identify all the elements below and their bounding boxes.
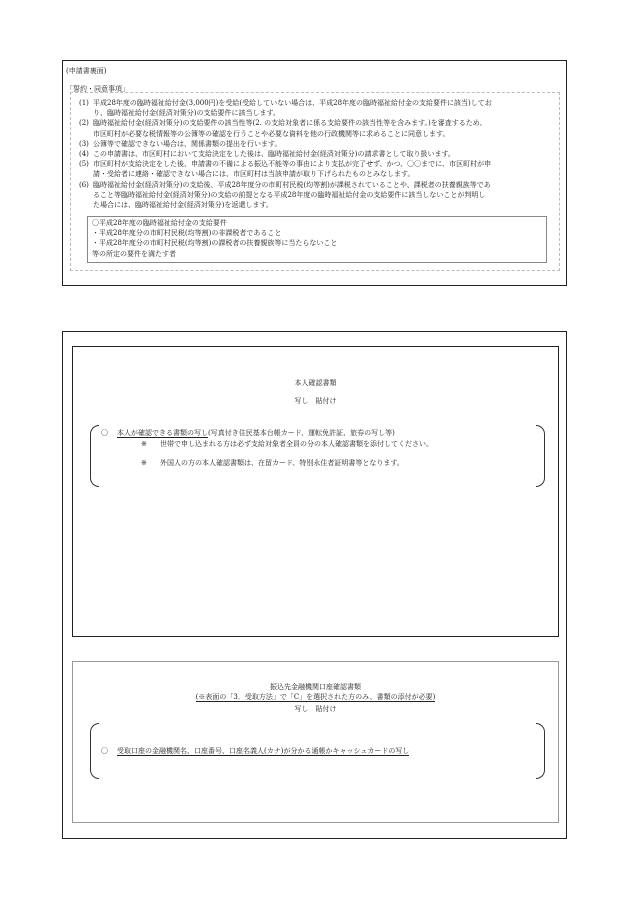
bank-note (72, 692, 559, 703)
bank-note-text: (※表面の「3．受取方法」で「C」を選択された方のみ、書類の添付が必要) (195, 693, 436, 701)
note-mark: ※ (141, 459, 147, 467)
pledge-item-text: 市区町村が必要な税情報等の公簿等の確認を行うことや必要な資料を他の行政機関等に求めることに同意します。 (93, 129, 450, 138)
identity-line (117, 428, 395, 439)
pledge-item-number: (1) (79, 99, 89, 107)
pledge-item-text: 臨時福祉給付金(経済対策分)の支給後、平成28年度分の市町村民税(均等割)が課税されていることや、課税者の扶養親族等であ (93, 180, 491, 189)
condition-line: 〇平成28年度の臨時福祉給付金の支給要件 (92, 219, 227, 227)
left-bracket (90, 425, 99, 487)
bank-title: 振込先金融機関口座確認書類 (270, 683, 361, 691)
bank-line-text: 受取口座の金融機関名、口座番号、口座名義人(カナ)が分かる通帳かキャッシュカードの写し (117, 747, 410, 755)
pledge-item-text: 公簿等で確認できない場合は、関係書類の提出を行います。 (93, 139, 282, 148)
left-bracket (90, 723, 99, 779)
bank-line (117, 746, 409, 757)
condition-line: ・平成28年度分の市町村民税(均等割)の課税者の扶養親族等に当たらないこと (92, 239, 338, 248)
identity-subtitle: 写し 貼付け (294, 397, 337, 405)
header-label: (申請書裏面) (66, 67, 107, 75)
pledge-item-number: (4) (79, 150, 89, 158)
pledge-item-text: 平成28年度の臨時福祉給付金(3,000円)を受給(受給していない場合は、平成28年度の臨時福祉給付金の支給要件に該当)してお (93, 99, 492, 107)
right-bracket (536, 723, 545, 779)
pledge-item-text: た場合には、臨時福祉給付金(経済対策分)を返還します。 (93, 201, 273, 209)
bullet-circle: 〇 (101, 747, 108, 755)
right-bracket (536, 425, 545, 487)
pledge-item-text: 請・受給者に連絡・確認できない場合には、市区町村は当該申請が取り下げられたものとみなします。 (93, 170, 415, 179)
pledge-item-text: この申請書は、市区町村において支給決定をした後は、臨時福祉給付金(経済対策分)の請求書として取り扱います。 (93, 150, 455, 158)
pledge-item-text: 市区町村が支給決定をした後、申請書の不備による振込不能等の事由により支払が完了せず、かつ、〇〇までに、市区町村が申 (93, 160, 492, 169)
bank-subtitle: 写し 貼付け (294, 705, 337, 713)
identity-title: 本人確認書類 (294, 379, 337, 387)
condition-line: ・平成28年度分の市町村民税(均等割)の非課税者であること (92, 229, 282, 238)
identity-note-1: 世帯で申し込まれる方は必ず支給対象者全員の分の本人確認書類を添付してください。 (160, 440, 433, 448)
condition-line: 等の所定の要件を満たす者 (92, 249, 176, 258)
identity-note-2: 外国人の方の本人確認書類は、在留カード、特別永住者証明書等となります。 (160, 459, 404, 467)
pledge-item-text: り、臨時福祉給付金(経済対策分)の支給要件に該当します。 (93, 109, 280, 118)
pledge-item-text: ること等臨時福祉給付金(経済対策分)の支給の前提となる平成28年度の臨時福祉給付金の支給要件に該当しないことが判明し (93, 190, 486, 199)
pledge-item-number: (5) (79, 160, 89, 169)
pledge-item-number: (2) (79, 119, 89, 128)
identity-line-underlined: 本人が確認できる書類の写し (117, 429, 208, 437)
identity-line-rest: (写真付き住民基本台帳カード、運転免許証、旅券の写し等) (208, 429, 395, 437)
pledge-item-number: (3) (79, 139, 89, 148)
pledge-title: 「誓約・同意事項」 (66, 85, 129, 93)
identity-document-area (72, 346, 559, 637)
bullet-circle: 〇 (101, 429, 108, 437)
note-mark: ※ (141, 440, 147, 448)
pledge-item-number: (6) (79, 180, 89, 189)
pledge-item-text: 臨時福祉給付金(経済対策分)の支給要件の該当性等(2. の支給対象者に係る支給要件の該当性等を含みます。)を審査するため、 (93, 119, 487, 128)
